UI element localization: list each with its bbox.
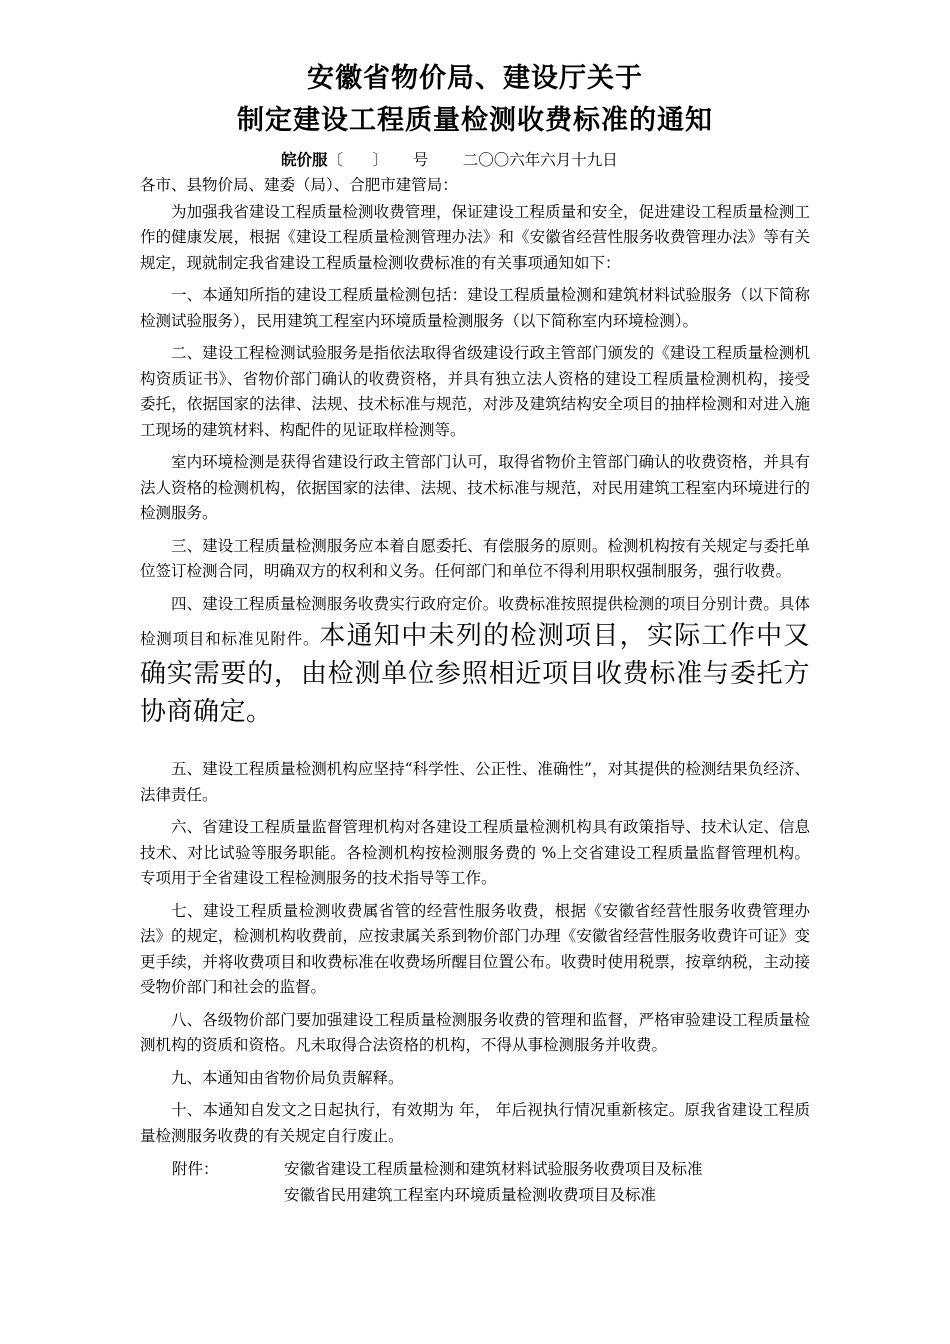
attachment-2: 安徽省民用建筑工程室内环境质量检测收费项目及标准 bbox=[284, 1186, 657, 1204]
paragraph-4 bbox=[140, 592, 810, 732]
paragraph-1: 一、本通知所指的建设工程质量检测包括：建设工程质量检测和建筑材料试验服务（以下简称检测试验服务），民用建筑工程室内环境质量检测服务（以下简称室内环境检测）。 bbox=[140, 286, 810, 330]
paragraph-8: 八、各级物价部门要加强建设工程质量检测服务收费的管理和监督，严格审验建设工程质量检测机构的资质和资格。凡未取得合法资格的机构，不得从事检测服务并收费。 bbox=[140, 1010, 810, 1054]
paragraph-intro: 为加强我省建设工程质量检测收费管理，保证建设工程质量和安全，促进建设工程质量检测工作的健康发展，根据《建设工程质量检测管理办法》和《安徽省经营性服务收费管理办法》等有关规定，现就制定我省建设工程质量检测收费标准的有关事项通知如下： bbox=[140, 202, 810, 272]
attachment-row-2 bbox=[140, 1182, 810, 1208]
paragraph-5: 五、建设工程质量检测机构应坚持“科学性、公正性、准确性”，对其提供的检测结果负经济、法律责任。 bbox=[140, 760, 810, 804]
document-date: 二〇〇六年六月十九日 bbox=[462, 151, 618, 169]
paragraph-2b: 室内环境检测是获得省建设行政主管部门认可，取得省物价主管部门确认的收费资格，并具有法人资格的检测机构，依据国家的法律、法规、技术标准与规范，对民用建筑工程室内环境进行的检测服务。 bbox=[140, 453, 810, 522]
attachment-label-spacer bbox=[140, 1182, 284, 1208]
attachment-label: 附件： bbox=[172, 1160, 219, 1178]
paragraph-6: 六、省建设工程质量监督管理机构对各建设工程质量检测机构具有政策指导、技术认定、信息技术、对比试验等服务职能。各检测机构按检测服务费的 %上交省建设工程质量监督管理机构。专项用于全省建设工程检测服务的技术指导等工作。 bbox=[140, 818, 810, 887]
paragraph-3: 三、建设工程质量检测服务应本着自愿委托、有偿服务的原则。检测机构按有关规定与委托单位签订检测合同，明确双方的权利和义务。任何部门和单位不得利用职权强制服务，强行收费。 bbox=[140, 536, 810, 580]
recipients: 各市、县物价局、建委（局）、合肥市建管局： bbox=[140, 176, 458, 194]
attachment-row-1 bbox=[140, 1156, 810, 1182]
document-title-line-1: 安徽省物价局、建设厅关于 bbox=[307, 63, 643, 94]
document-number-line bbox=[281, 150, 618, 170]
doc-number-suffix: 号 bbox=[412, 151, 429, 169]
doc-number-brackets: 〔 〕 bbox=[327, 151, 389, 169]
paragraph-9: 九、本通知由省物价局负责解释。 bbox=[171, 1068, 404, 1087]
paragraph-4-large-text: 本通知中未列的检测项目，实际工作中又确实需要的，由检测单位参照相近项目收费标准与委托方协商确定。 bbox=[140, 621, 810, 727]
paragraph-7: 七、建设工程质量检测收费属省管的经营性服务收费，根据《安徽省经营性服务收费管理办法》的规定，检测机构收费前，应按隶属关系到物价部门办理《安徽省经营性服务收费许可证》变更手续，并将收费项目和收费标准在收费场所醒目位置公布。收费时使用税票，按章纳税，主动接受物价部门和社会的监督。 bbox=[140, 901, 810, 996]
paragraph-10: 十、本通知自发文之日起执行，有效期为 年， 年后视执行情况重新核定。原我省建设工程质量检测服务收费的有关规定自行废止。 bbox=[140, 1101, 810, 1145]
document-body bbox=[140, 173, 810, 1208]
paragraph-2: 二、建设工程检测试验服务是指依法取得省级建设行政主管部门颁发的《建设工程质量检测机构资质证书》、省物价部门确认的收费资格，并具有独立法人资格的建设工程质量检测机构，接受委托，依据国家的法律、法规、技术标准与规范，对涉及建筑结构安全项目的抽样检测和对进入施工现场的建筑材料、构配件的见证取样检测等。 bbox=[140, 344, 810, 439]
attachment-1: 安徽省建设工程质量检测和建筑材料试验服务收费项目及标准 bbox=[284, 1160, 703, 1178]
paragraph-4-text: 四、建设工程质量检测服务收费实行政府定价。收费标准按照提供检测的项目分别计费。具体检测项目和标准见附件。 bbox=[140, 594, 810, 648]
doc-number-prefix: 皖价服 bbox=[281, 151, 328, 169]
attachments bbox=[140, 1156, 810, 1208]
document-title-line-2: 制定建设工程质量检测收费标准的通知 bbox=[237, 105, 713, 136]
